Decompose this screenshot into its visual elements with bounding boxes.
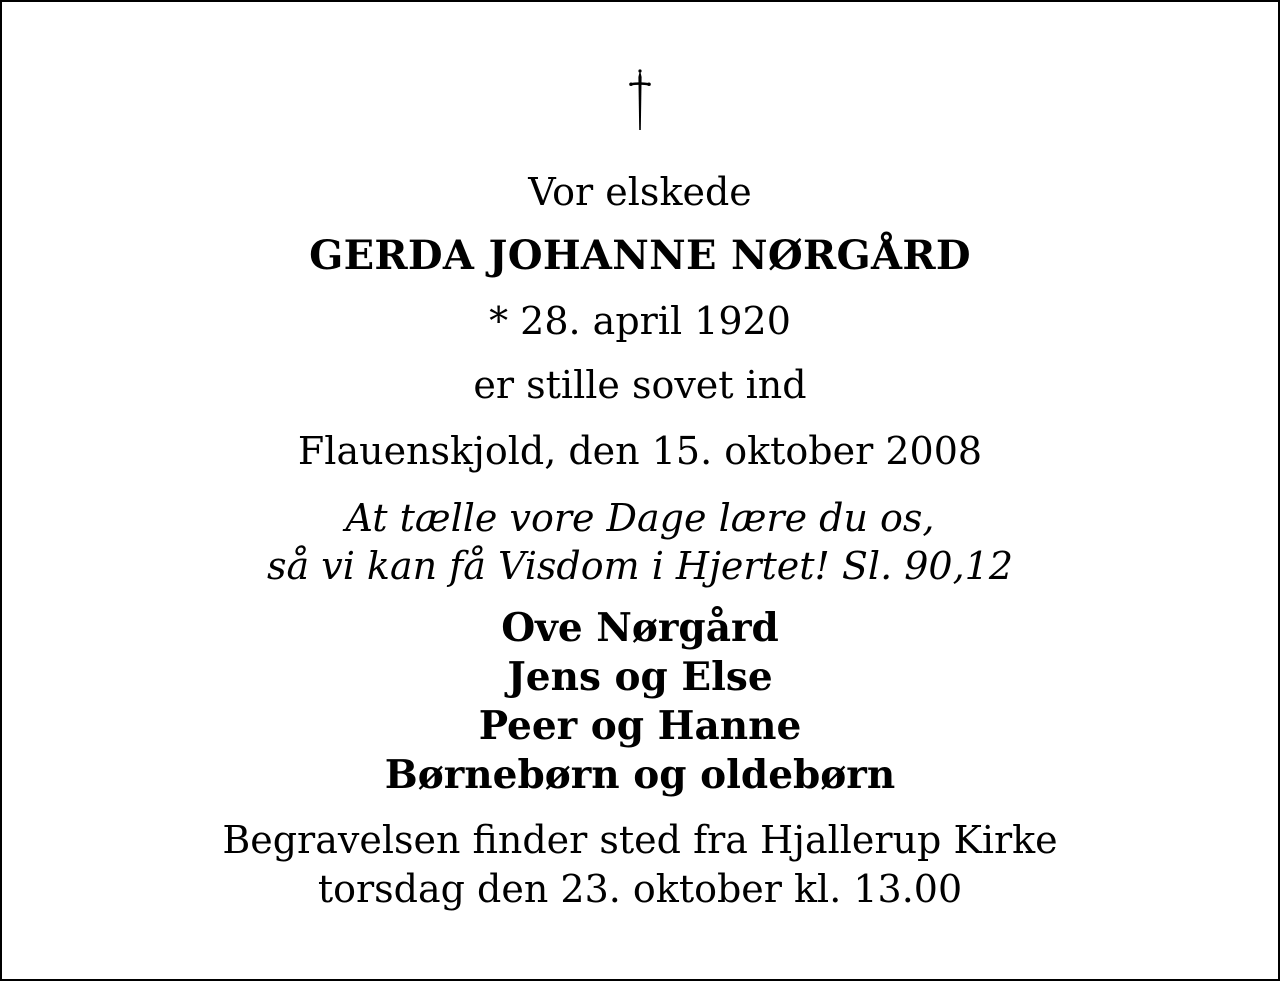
passing-text: er stille sovet ind [473, 363, 807, 407]
verse-line: så vi kan få Visdom i Hjertet! Sl. 90,12 [266, 544, 1014, 588]
birth-date: * 28. april 1920 [489, 299, 791, 343]
latin-cross-icon [625, 68, 655, 132]
verse-line: At tælle vore Dage lære du os, [345, 496, 935, 540]
signatory: Ove Nørgård [501, 605, 779, 651]
signatory: Børnebørn og oldebørn [384, 752, 896, 798]
place-and-date: Flauenskjold, den 15. oktober 2008 [297, 429, 983, 473]
signatory: Jens og Else [507, 654, 773, 700]
signatory: Peer og Hanne [478, 703, 802, 749]
funeral-info: torsdag den 23. oktober kl. 13.00 [317, 867, 963, 911]
deceased-name: GERDA JOHANNE NØRGÅRD [309, 232, 971, 279]
funeral-info: Begravelsen finder sted fra Hjallerup Kirke [222, 818, 1058, 862]
intro-text: Vor elskede [528, 170, 752, 214]
